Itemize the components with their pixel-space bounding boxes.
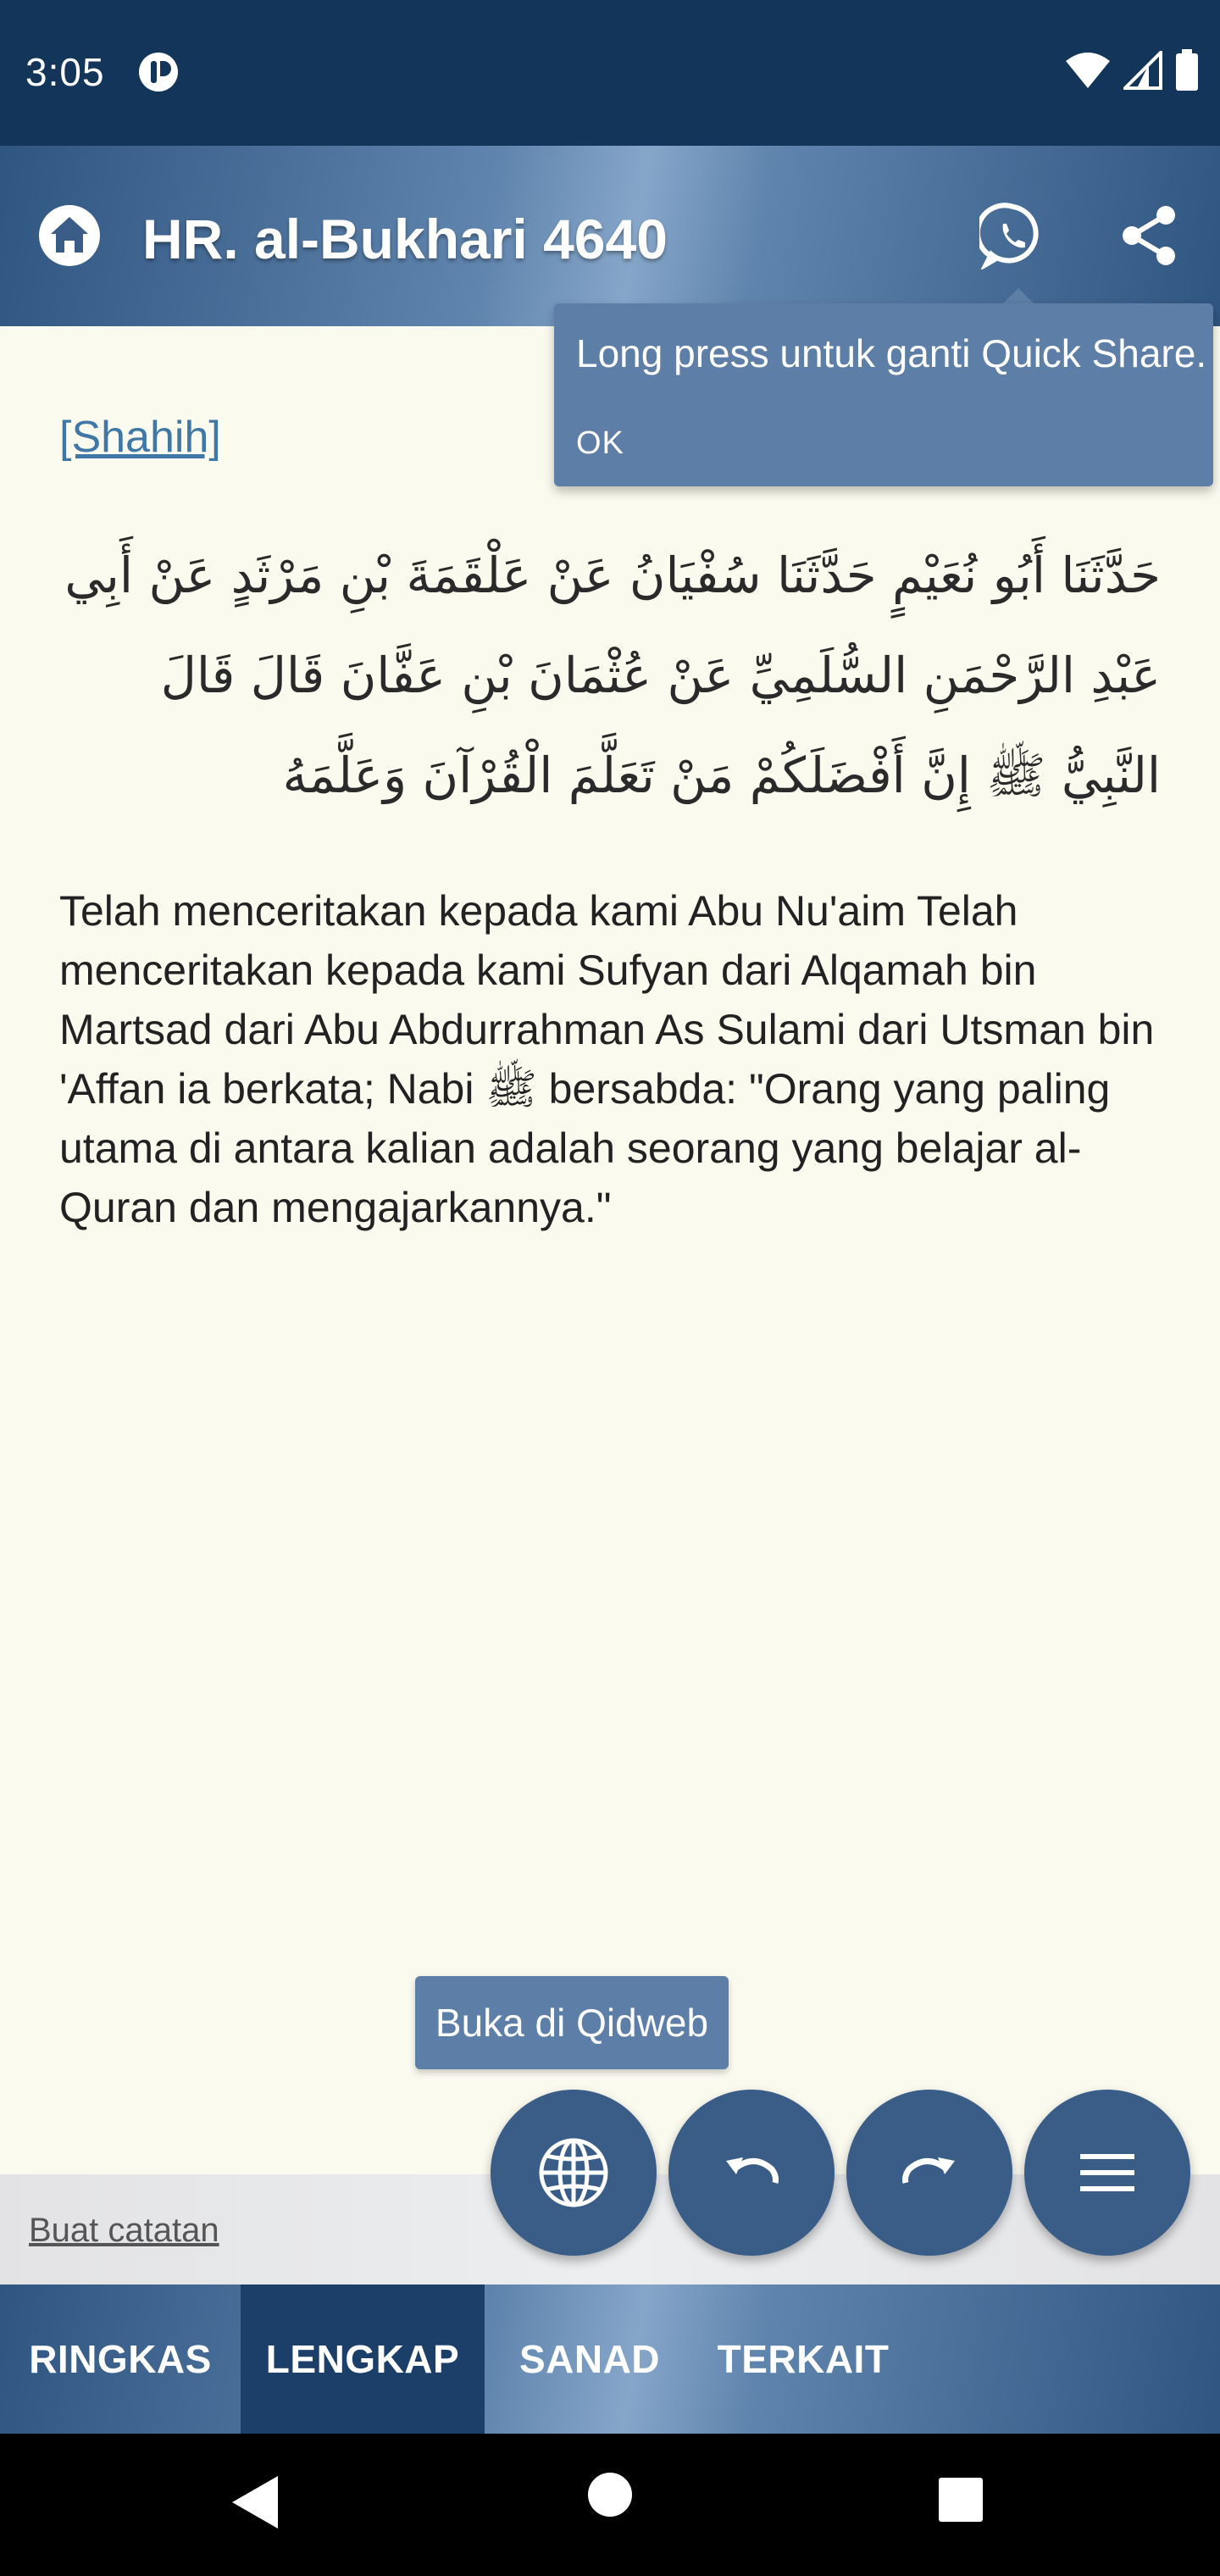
status-icons: [1064, 51, 1200, 93]
whatsapp-share-button[interactable]: [974, 197, 1052, 275]
home-button[interactable]: [36, 202, 103, 269]
tab-terkait[interactable]: TERKAIT: [717, 2337, 890, 2381]
status-bar: [0, 0, 1220, 146]
undo-button[interactable]: [668, 2090, 835, 2256]
tab-bar: [0, 2285, 1220, 2434]
home-icon: [37, 203, 102, 268]
open-web-button[interactable]: [491, 2090, 657, 2256]
redo-icon: [896, 2139, 963, 2207]
page-title: HR. al-Bukhari 4640: [142, 208, 668, 270]
status-time: 3:05: [25, 50, 105, 94]
arabic-hadith-text: حَدَّثَنَا أَبُو نُعَيْمٍ حَدَّثَنَا سُفْيَانُ عَنْ عَلْقَمَةَ بْنِ مَرْثَدٍ عَنْ أَبِي عَبْدِ الرَّحْمَنِ السُّلَمِيِّ عَنْ عُثْمَانَ بْنِ عَفَّانَ قَالَ قَالَ النَّبِيُّ ﷺ إِنَّ أَفْضَلَكُمْ مَنْ تَعَلَّمَ الْقُرْآنَ وَعَلَّمَهُ: [64, 547, 1161, 804]
hadith-translation: Telah menceritakan kepada kami Abu Nu'aim Telah menceritakan kepada kami Sufyan dari Alqamah bin Martsad dari Abu Abdurrahman As Sulami dari Utsman bin 'Affan ia berkata; Nabi ﷺ bersabda: "Orang yang paling utama di antara kalian adalah seorang yang belajar al-Quran dan mengajarkannya.": [59, 887, 1155, 1231]
app-notification-icon: [137, 51, 180, 93]
share-button[interactable]: [1110, 197, 1188, 275]
open-in-qidweb-tooltip: Buka di Qidweb: [415, 1976, 729, 2069]
tab-lengkap[interactable]: LENGKAP: [241, 2285, 485, 2434]
home-nav-icon[interactable]: [588, 2473, 632, 2521]
tab-sanad[interactable]: SANAD: [518, 2337, 661, 2381]
create-note-link[interactable]: Buat catatan: [29, 2212, 219, 2249]
tooltip-message: Long press untuk ganti Quick Share.: [576, 331, 1207, 375]
menu-button[interactable]: [1024, 2090, 1190, 2256]
wifi-icon: [1064, 51, 1112, 94]
menu-icon: [1077, 2147, 1138, 2198]
undo-icon: [718, 2139, 785, 2207]
back-icon[interactable]: [229, 2473, 281, 2536]
share-icon: [1117, 203, 1181, 268]
recent-apps-icon[interactable]: [937, 2476, 984, 2528]
app-bar: [0, 146, 1220, 326]
system-navigation-bar: [0, 2434, 1220, 2576]
battery-icon: [1174, 49, 1200, 96]
tooltip-ok-button[interactable]: OK: [576, 425, 624, 461]
quick-share-tooltip: [554, 303, 1213, 486]
whatsapp-icon: [979, 202, 1047, 269]
redo-button[interactable]: [846, 2090, 1012, 2256]
tab-ringkas[interactable]: RINGKAS: [29, 2337, 212, 2381]
cellular-signal-icon: [1123, 51, 1162, 94]
globe-icon: [535, 2134, 613, 2212]
hadith-grade-link[interactable]: [Shahih]: [59, 413, 221, 462]
